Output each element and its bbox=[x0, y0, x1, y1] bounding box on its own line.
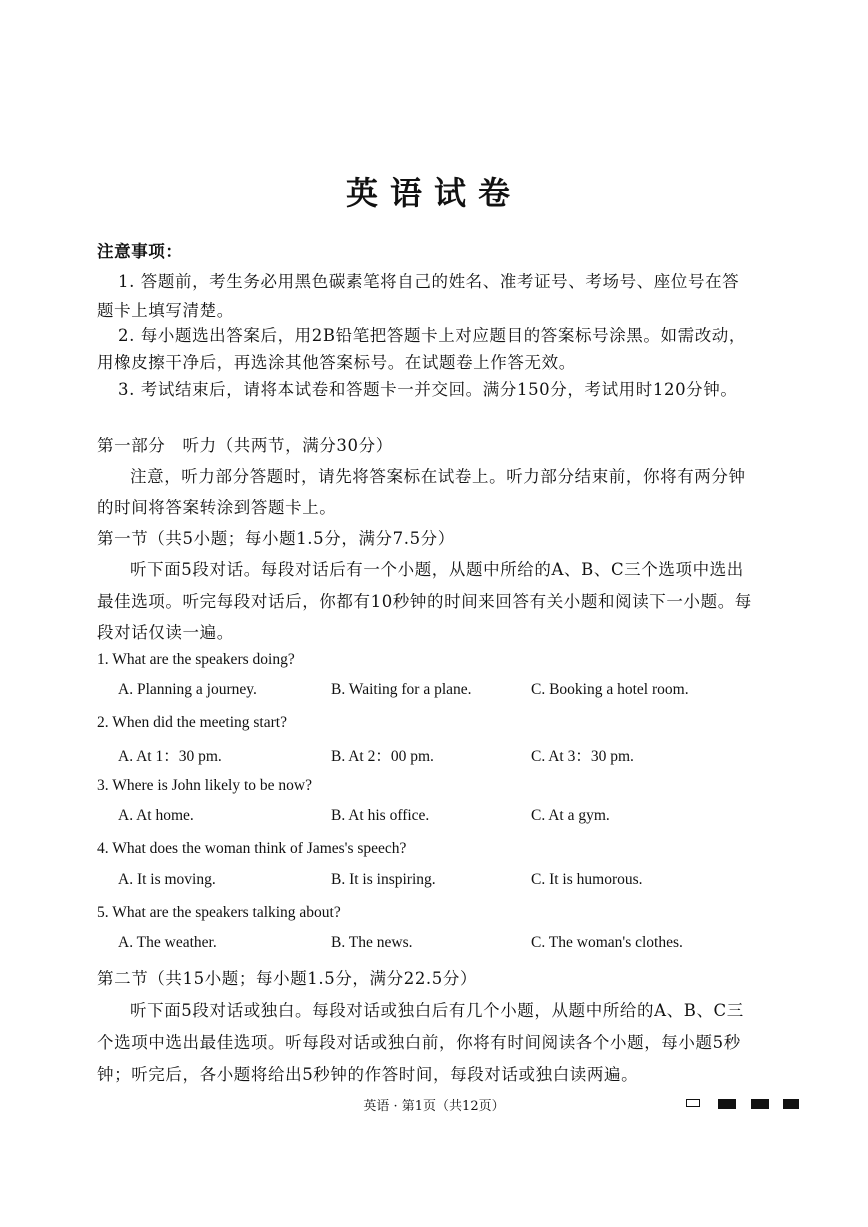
part1-heading: 第一部分 听力（共两节，满分30分） bbox=[97, 436, 393, 455]
option-c: C. It is humorous. bbox=[531, 871, 643, 888]
part1-note-line-1: 注意，听力部分答题时，请先将答案标在试卷上。听力部分结束前，你将有两分钟 bbox=[130, 467, 746, 486]
section1-instr-line-1: 听下面5段对话。每段对话后有一个小题，从题中所给的A、B、C三个选项中选出 bbox=[130, 560, 744, 579]
page-footer: 英语 · 第1页（共12页） bbox=[363, 1099, 505, 1114]
question-text: 5. What are the speakers talking about? bbox=[97, 904, 341, 921]
marker-filled-icon bbox=[718, 1099, 736, 1109]
option-b: B. It is inspiring. bbox=[331, 871, 436, 888]
option-a: A. The weather. bbox=[118, 934, 217, 951]
question-text: 4. What does the woman think of James's speech? bbox=[97, 840, 407, 857]
option-a: A. At home. bbox=[118, 807, 194, 824]
option-c: C. At 3：30 pm. bbox=[531, 748, 634, 765]
option-b: B. At 2：00 pm. bbox=[331, 748, 434, 765]
option-c: C. Booking a hotel room. bbox=[531, 681, 689, 698]
option-c: C. At a gym. bbox=[531, 807, 610, 824]
option-b: B. At his office. bbox=[331, 807, 430, 824]
notice-heading: 注意事项： bbox=[97, 242, 183, 261]
option-a: A. It is moving. bbox=[118, 871, 216, 888]
question-text: 2. When did the meeting start? bbox=[97, 714, 287, 731]
section1-instr-line-2: 最佳选项。听完每段对话后，你都有10秒钟的时间来回答有关小题和阅读下一小题。每 bbox=[97, 592, 752, 611]
marker-filled-icon bbox=[783, 1099, 799, 1109]
option-c: C. The woman's clothes. bbox=[531, 934, 683, 951]
question-text: 1. What are the speakers doing? bbox=[97, 651, 295, 668]
marker-filled-icon bbox=[751, 1099, 769, 1109]
notice-item-3: 3. 考试结束后，请将本试卷和答题卡一并交回。满分150分，考试用时120分钟。 bbox=[118, 380, 738, 399]
notice-item-2-line-2: 用橡皮擦干净后，再选涂其他答案标号。在试题卷上作答无效。 bbox=[97, 353, 576, 372]
notice-item-2-line-1: 2. 每小题选出答案后，用2B铅笔把答题卡上对应题目的答案标号涂黑。如需改动， bbox=[118, 326, 747, 345]
option-a: A. At 1：30 pm. bbox=[118, 748, 222, 765]
section2-instr-line-1: 听下面5段对话或独白。每段对话或独白后有几个小题，从题中所给的A、B、C三 bbox=[130, 1001, 744, 1020]
option-a: A. Planning a journey. bbox=[118, 681, 257, 698]
page-title: 英语试卷 bbox=[345, 174, 522, 212]
section2-instr-line-2: 个选项中选出最佳选项。听每段对话或独白前，你将有时间阅读各个小题，每小题5秒 bbox=[97, 1033, 741, 1052]
section1-heading: 第一节（共5小题；每小题1.5分，满分7.5分） bbox=[97, 529, 455, 548]
part1-note-line-2: 的时间将答案转涂到答题卡上。 bbox=[97, 498, 337, 517]
question-text: 3. Where is John likely to be now? bbox=[97, 777, 312, 794]
notice-item-1-line-1: 1. 答题前，考生务必用黑色碳素笔将自己的姓名、准考证号、考场号、座位号在答 bbox=[118, 272, 740, 291]
option-b: B. The news. bbox=[331, 934, 413, 951]
section1-instr-line-3: 段对话仅读一遍。 bbox=[97, 623, 234, 642]
section2-instr-line-3: 钟；听完后，各小题将给出5秒钟的作答时间，每段对话或独白读两遍。 bbox=[97, 1065, 639, 1084]
option-b: B. Waiting for a plane. bbox=[331, 681, 472, 698]
notice-item-1-line-2: 题卡上填写清楚。 bbox=[97, 301, 234, 320]
marker-empty-icon bbox=[686, 1099, 700, 1107]
section2-heading: 第二节（共15小题；每小题1.5分，满分22.5分） bbox=[97, 969, 478, 988]
